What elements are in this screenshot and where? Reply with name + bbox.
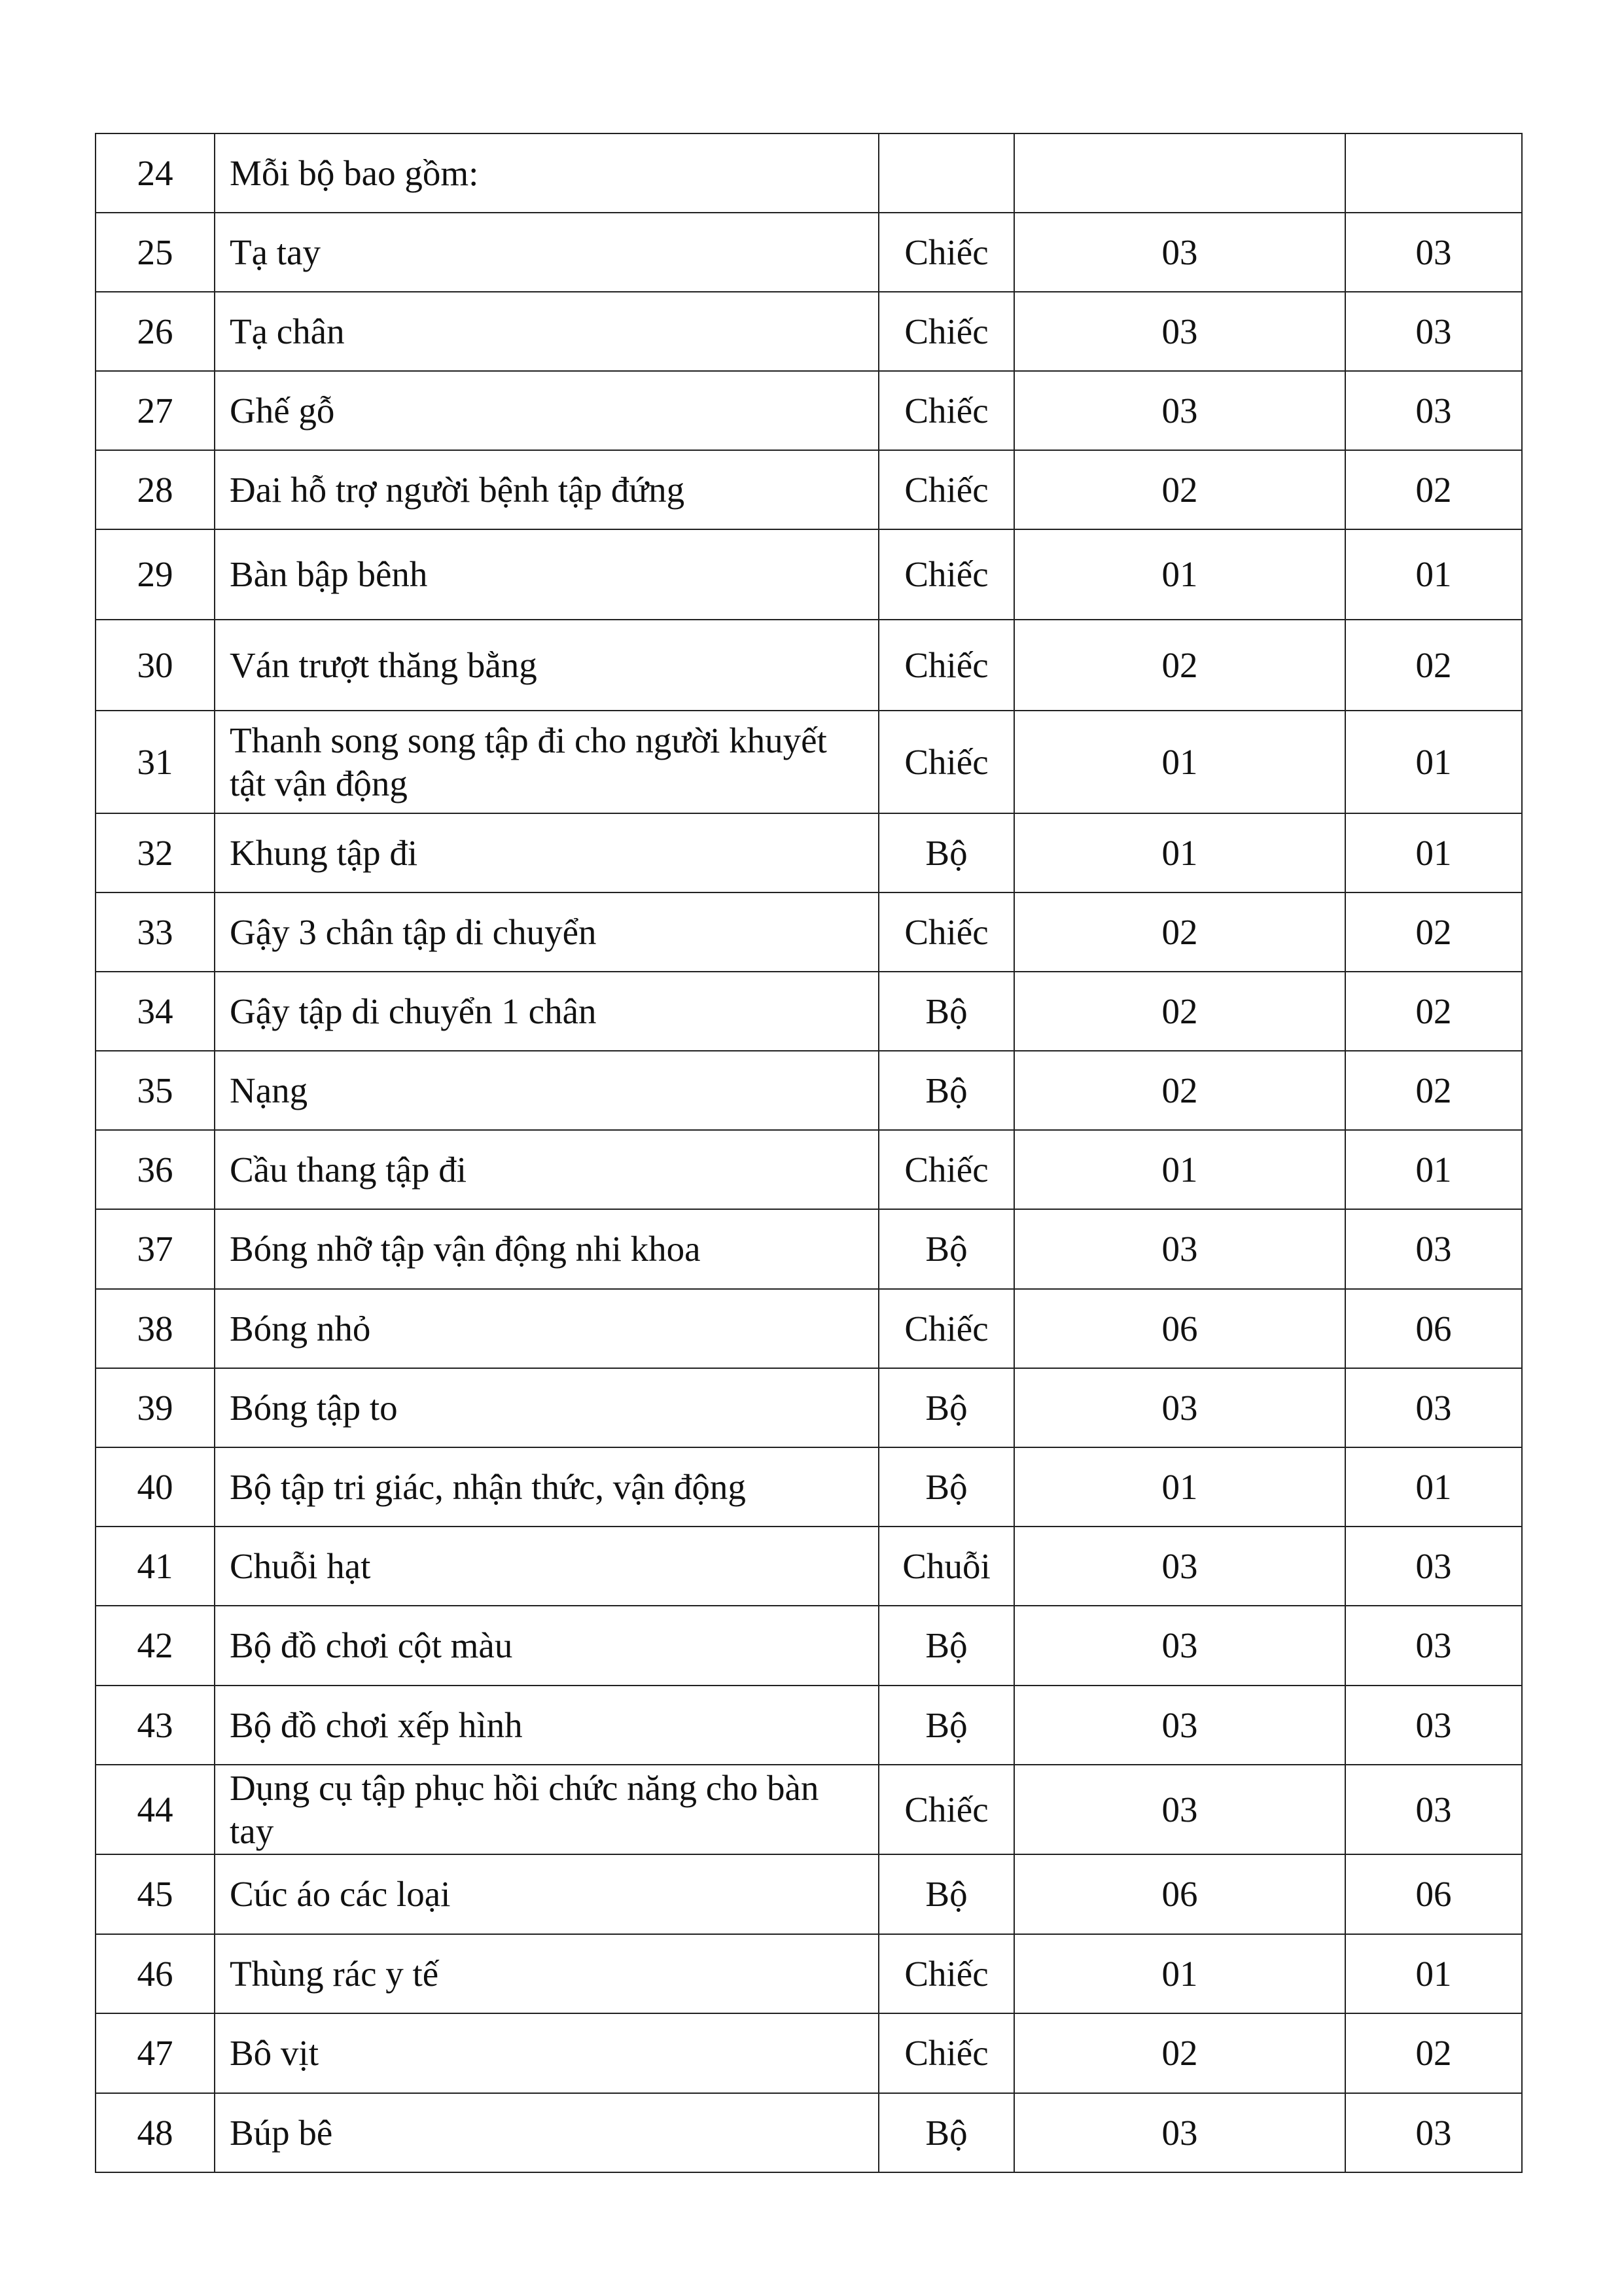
quantity-1-cell: 01 <box>1014 1447 1345 1527</box>
quantity-1-cell: 02 <box>1014 1051 1345 1130</box>
quantity-1-cell <box>1014 133 1345 213</box>
unit-cell: Bộ <box>879 972 1014 1051</box>
table-row <box>96 1051 1522 1130</box>
row-number-cell: 26 <box>96 292 215 371</box>
quantity-2-cell: 03 <box>1345 1527 1522 1606</box>
quantity-1-cell: 03 <box>1014 292 1345 371</box>
quantity-1-cell: 01 <box>1014 813 1345 892</box>
unit-cell: Chiếc <box>879 2013 1014 2093</box>
quantity-1-cell: 01 <box>1014 1934 1345 2013</box>
quantity-2-cell: 01 <box>1345 529 1522 620</box>
row-number-cell: 46 <box>96 1934 215 2013</box>
table-row <box>96 1854 1522 1934</box>
quantity-1-cell: 03 <box>1014 1527 1345 1606</box>
item-name-cell: Đai hỗ trợ người bệnh tập đứng <box>215 450 879 529</box>
item-name-cell: Gậy tập di chuyển 1 chân <box>215 972 879 1051</box>
row-number-cell: 42 <box>96 1606 215 1686</box>
item-name-cell: Cầu thang tập đi <box>215 1130 879 1209</box>
quantity-2-cell: 02 <box>1345 1051 1522 1130</box>
unit-cell: Chiếc <box>879 620 1014 711</box>
row-number-cell: 41 <box>96 1527 215 1606</box>
item-name-cell: Ván trượt thăng bằng <box>215 620 879 711</box>
table-row <box>96 1447 1522 1527</box>
unit-cell: Bộ <box>879 2093 1014 2172</box>
unit-cell: Chiếc <box>879 1130 1014 1209</box>
quantity-2-cell: 02 <box>1345 2013 1522 2093</box>
quantity-1-cell: 06 <box>1014 1854 1345 1934</box>
quantity-1-cell: 02 <box>1014 620 1345 711</box>
unit-cell: Chuỗi <box>879 1527 1014 1606</box>
item-name-cell: Mỗi bộ bao gồm: <box>215 133 879 213</box>
table-row <box>96 2093 1522 2172</box>
quantity-1-cell: 02 <box>1014 450 1345 529</box>
item-name-cell: Cúc áo các loại <box>215 1854 879 1934</box>
item-name-cell: Thùng rác y tế <box>215 1934 879 2013</box>
quantity-1-cell: 03 <box>1014 1368 1345 1447</box>
quantity-2-cell: 01 <box>1345 813 1522 892</box>
table-row <box>96 892 1522 972</box>
quantity-1-cell: 01 <box>1014 711 1345 813</box>
item-name-cell: Bô vịt <box>215 2013 879 2093</box>
item-name-cell: Bàn bập bênh <box>215 529 879 620</box>
row-number-cell: 48 <box>96 2093 215 2172</box>
quantity-2-cell: 01 <box>1345 1130 1522 1209</box>
item-name-cell: Chuỗi hạt <box>215 1527 879 1606</box>
quantity-1-cell: 01 <box>1014 1130 1345 1209</box>
table-row <box>96 1765 1522 1854</box>
item-name-cell: Nạng <box>215 1051 879 1130</box>
unit-cell: Bộ <box>879 1209 1014 1289</box>
table-row <box>96 1934 1522 2013</box>
unit-cell: Chiếc <box>879 1934 1014 2013</box>
unit-cell: Chiếc <box>879 1765 1014 1854</box>
quantity-2-cell: 03 <box>1345 213 1522 292</box>
quantity-1-cell: 03 <box>1014 1209 1345 1289</box>
row-number-cell: 44 <box>96 1765 215 1854</box>
quantity-2-cell <box>1345 133 1522 213</box>
row-number-cell: 40 <box>96 1447 215 1527</box>
table-row <box>96 133 1522 213</box>
row-number-cell: 30 <box>96 620 215 711</box>
row-number-cell: 24 <box>96 133 215 213</box>
unit-cell: Chiếc <box>879 450 1014 529</box>
row-number-cell: 43 <box>96 1686 215 1765</box>
row-number-cell: 39 <box>96 1368 215 1447</box>
item-name-cell: Tạ tay <box>215 213 879 292</box>
unit-cell <box>879 133 1014 213</box>
table-row <box>96 1368 1522 1447</box>
quantity-1-cell: 03 <box>1014 2093 1345 2172</box>
unit-cell: Chiếc <box>879 292 1014 371</box>
quantity-2-cell: 01 <box>1345 1934 1522 2013</box>
table-row <box>96 450 1522 529</box>
quantity-2-cell: 06 <box>1345 1854 1522 1934</box>
row-number-cell: 45 <box>96 1854 215 1934</box>
equipment-table <box>95 133 1523 2173</box>
item-name-cell: Bóng nhỏ <box>215 1289 879 1368</box>
item-name-cell: Bóng tập to <box>215 1368 879 1447</box>
quantity-2-cell: 03 <box>1345 371 1522 450</box>
quantity-2-cell: 03 <box>1345 1606 1522 1686</box>
quantity-2-cell: 02 <box>1345 972 1522 1051</box>
equipment-table-body <box>96 133 1522 2172</box>
item-name-cell: Bộ tập tri giác, nhận thức, vận động <box>215 1447 879 1527</box>
row-number-cell: 34 <box>96 972 215 1051</box>
unit-cell: Chiếc <box>879 892 1014 972</box>
table-row <box>96 1209 1522 1289</box>
table-row <box>96 1606 1522 1686</box>
quantity-2-cell: 01 <box>1345 711 1522 813</box>
row-number-cell: 32 <box>96 813 215 892</box>
row-number-cell: 25 <box>96 213 215 292</box>
quantity-2-cell: 03 <box>1345 2093 1522 2172</box>
unit-cell: Bộ <box>879 1447 1014 1527</box>
unit-cell: Chiếc <box>879 371 1014 450</box>
quantity-2-cell: 03 <box>1345 1368 1522 1447</box>
item-name-cell: Bộ đồ chơi cột màu <box>215 1606 879 1686</box>
row-number-cell: 47 <box>96 2013 215 2093</box>
unit-cell: Chiếc <box>879 529 1014 620</box>
quantity-1-cell: 02 <box>1014 2013 1345 2093</box>
quantity-2-cell: 03 <box>1345 1765 1522 1854</box>
quantity-1-cell: 02 <box>1014 892 1345 972</box>
row-number-cell: 27 <box>96 371 215 450</box>
row-number-cell: 31 <box>96 711 215 813</box>
quantity-2-cell: 02 <box>1345 620 1522 711</box>
row-number-cell: 33 <box>96 892 215 972</box>
table-row <box>96 620 1522 711</box>
quantity-1-cell: 03 <box>1014 1686 1345 1765</box>
table-row <box>96 213 1522 292</box>
table-row <box>96 529 1522 620</box>
unit-cell: Bộ <box>879 1368 1014 1447</box>
item-name-cell: Thanh song song tập đi cho người khuyết tật vận động <box>215 711 879 813</box>
item-name-cell: Dụng cụ tập phục hồi chức năng cho bàn tay <box>215 1765 879 1854</box>
quantity-1-cell: 03 <box>1014 371 1345 450</box>
quantity-2-cell: 03 <box>1345 1686 1522 1765</box>
table-row <box>96 1686 1522 1765</box>
item-name-cell: Bóng nhỡ tập vận động nhi khoa <box>215 1209 879 1289</box>
table-row <box>96 711 1522 813</box>
quantity-1-cell: 03 <box>1014 1606 1345 1686</box>
row-number-cell: 37 <box>96 1209 215 1289</box>
unit-cell: Bộ <box>879 1606 1014 1686</box>
quantity-2-cell: 03 <box>1345 292 1522 371</box>
quantity-2-cell: 01 <box>1345 1447 1522 1527</box>
table-row <box>96 1527 1522 1606</box>
item-name-cell: Ghế gỗ <box>215 371 879 450</box>
item-name-cell: Khung tập đi <box>215 813 879 892</box>
quantity-1-cell: 03 <box>1014 1765 1345 1854</box>
quantity-2-cell: 06 <box>1345 1289 1522 1368</box>
unit-cell: Chiếc <box>879 711 1014 813</box>
quantity-2-cell: 02 <box>1345 450 1522 529</box>
table-row <box>96 1289 1522 1368</box>
item-name-cell: Búp bê <box>215 2093 879 2172</box>
unit-cell: Bộ <box>879 1686 1014 1765</box>
row-number-cell: 35 <box>96 1051 215 1130</box>
table-row <box>96 2013 1522 2093</box>
quantity-1-cell: 03 <box>1014 213 1345 292</box>
table-row <box>96 371 1522 450</box>
quantity-1-cell: 02 <box>1014 972 1345 1051</box>
row-number-cell: 38 <box>96 1289 215 1368</box>
table-row <box>96 972 1522 1051</box>
unit-cell: Chiếc <box>879 213 1014 292</box>
table-row <box>96 813 1522 892</box>
item-name-cell: Gậy 3 chân tập di chuyển <box>215 892 879 972</box>
unit-cell: Bộ <box>879 813 1014 892</box>
row-number-cell: 36 <box>96 1130 215 1209</box>
quantity-1-cell: 06 <box>1014 1289 1345 1368</box>
row-number-cell: 29 <box>96 529 215 620</box>
quantity-1-cell: 01 <box>1014 529 1345 620</box>
item-name-cell: Tạ chân <box>215 292 879 371</box>
unit-cell: Chiếc <box>879 1289 1014 1368</box>
quantity-2-cell: 03 <box>1345 1209 1522 1289</box>
unit-cell: Bộ <box>879 1854 1014 1934</box>
table-row <box>96 292 1522 371</box>
row-number-cell: 28 <box>96 450 215 529</box>
unit-cell: Bộ <box>879 1051 1014 1130</box>
quantity-2-cell: 02 <box>1345 892 1522 972</box>
table-row <box>96 1130 1522 1209</box>
item-name-cell: Bộ đồ chơi xếp hình <box>215 1686 879 1765</box>
